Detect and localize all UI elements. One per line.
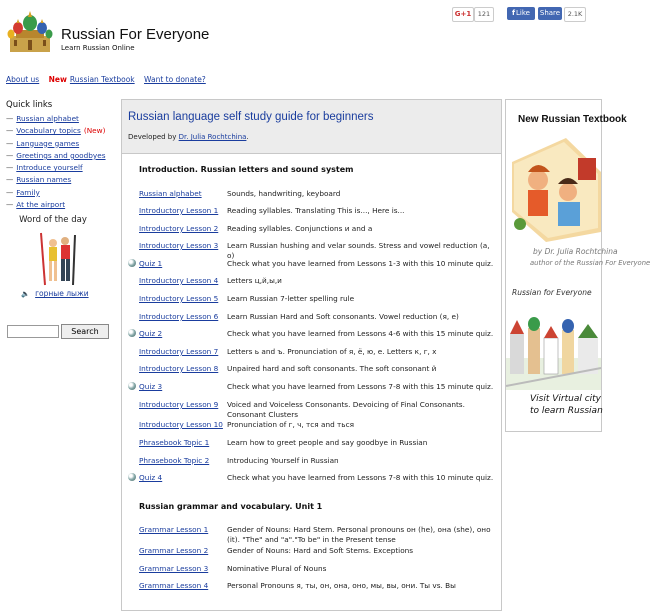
lesson-description: Voiced and Voiceless Consonants. Devoicing of Final Consonants. Consonant Clusters bbox=[227, 400, 465, 419]
lesson-link[interactable]: Introductory Lesson 2 bbox=[139, 224, 219, 233]
lesson-link[interactable]: Introductory Lesson 10 bbox=[139, 420, 223, 429]
textbook-link-label[interactable]: Russian Textbook bbox=[69, 75, 135, 84]
lesson-link[interactable]: Grammar Lesson 2 bbox=[139, 546, 209, 555]
sidebar-item-label[interactable]: Russian alphabet bbox=[16, 114, 79, 123]
virtual-city-visit[interactable]: Visit Virtual city bbox=[530, 394, 602, 404]
developed-by bbox=[128, 133, 249, 141]
site-subtitle: Learn Russian Online bbox=[61, 44, 135, 52]
facebook-icon: f bbox=[511, 9, 516, 17]
facebook-share-button[interactable]: Share bbox=[538, 7, 562, 20]
new-badge: (New) bbox=[83, 126, 106, 136]
section-title: Introduction. Russian letters and sound system bbox=[139, 165, 354, 174]
sidebar-item[interactable] bbox=[6, 125, 118, 137]
lesson-description: Learn Russian hushing and velar sounds. Stress and vowel reduction (а, о) bbox=[227, 241, 490, 260]
lesson-description: Check what you have learned from Lessons 7-8 with this 15 minute quiz. bbox=[227, 382, 494, 391]
sidebar-item-label[interactable]: At the airport bbox=[16, 200, 66, 210]
kremlin-logo-icon[interactable] bbox=[6, 8, 54, 54]
virtual-city-brand: Russian for Everyone bbox=[512, 288, 592, 297]
lesson-description: Learn Russian 7-letter spelling rule bbox=[227, 294, 355, 303]
site-title[interactable]: Russian For Everyone bbox=[61, 26, 210, 43]
lesson-description: Gender of Nouns: Hard and Soft Stems. Exceptions bbox=[227, 546, 414, 555]
lesson-description: Check what you have learned from Lessons 7-8 with this 10 minute quiz. bbox=[227, 473, 494, 482]
textbook-promo-by: by Dr. Julia Rochtchina bbox=[533, 247, 618, 256]
speaker-icon[interactable]: 🔈 bbox=[21, 290, 30, 299]
sidebar-item-label[interactable]: Introduce yourself bbox=[16, 163, 83, 173]
word-of-the-day-link[interactable]: горные лыжи bbox=[35, 289, 89, 299]
dash-bullet-icon: — bbox=[6, 150, 14, 160]
word-of-the-day-heading: Word of the day bbox=[19, 215, 87, 226]
author-suffix: . bbox=[246, 133, 249, 141]
textbook-promo-title[interactable]: New Russian Textbook bbox=[518, 114, 627, 125]
quick-links-sidebar bbox=[6, 100, 118, 298]
quick-links-heading: Quick links bbox=[6, 100, 53, 110]
main-header bbox=[122, 100, 501, 154]
dash-bullet-icon: — bbox=[6, 114, 14, 123]
lesson-link[interactable]: Grammar Lesson 1 bbox=[139, 525, 209, 534]
facebook-share-count: 2.1K bbox=[564, 7, 586, 22]
lesson-link[interactable]: Grammar Lesson 3 bbox=[139, 564, 209, 573]
sidebar-item-label[interactable]: Language games bbox=[16, 138, 80, 148]
donate-link[interactable]: Want to donate? bbox=[144, 75, 206, 84]
lesson-description: Reading syllables. Translating This is..., Here is... bbox=[227, 206, 405, 215]
virtual-city-illustration-icon[interactable] bbox=[506, 298, 601, 390]
lesson-link[interactable]: Quiz 1 bbox=[139, 259, 163, 268]
lesson-link[interactable]: Introductory Lesson 6 bbox=[139, 312, 219, 321]
developed-by-label: Developed by bbox=[128, 133, 177, 141]
lesson-description: Learn how to greet people and say goodbye in Russian bbox=[227, 438, 428, 447]
search-button[interactable]: Search bbox=[61, 324, 109, 339]
lesson-link[interactable]: Grammar Lesson 4 bbox=[139, 581, 209, 590]
quick-links-list bbox=[6, 113, 118, 211]
lesson-description: Reading syllables. Conjunctions и and а bbox=[227, 224, 373, 233]
lesson-link[interactable]: Introductory Lesson 9 bbox=[139, 400, 219, 409]
lesson-description: Sounds, handwriting, keyboard bbox=[227, 189, 341, 198]
gplus-count: 121 bbox=[474, 7, 494, 22]
quiz-icon[interactable] bbox=[128, 329, 136, 337]
skiers-illustration-icon[interactable] bbox=[33, 231, 83, 287]
textbook-link[interactable] bbox=[49, 75, 135, 84]
sidebar-item[interactable] bbox=[6, 174, 118, 186]
lesson-link[interactable]: Introductory Lesson 1 bbox=[139, 206, 219, 215]
lesson-link[interactable]: Russian alphabet bbox=[139, 189, 202, 198]
lesson-link[interactable]: Quiz 2 bbox=[139, 329, 163, 338]
lesson-description: Learn Russian Hard and Soft consonants. Vowel reduction (я, е) bbox=[227, 312, 459, 321]
sidebar-item[interactable] bbox=[6, 187, 118, 199]
sidebar-item-label[interactable]: Russian names bbox=[16, 175, 72, 185]
facebook-like-label: Like bbox=[516, 9, 530, 17]
right-promo-column bbox=[505, 99, 650, 432]
sidebar-item[interactable] bbox=[6, 162, 118, 174]
dash-bullet-icon: — bbox=[6, 163, 14, 173]
section-title: Russian grammar and vocabulary. Unit 1 bbox=[139, 502, 323, 511]
about-link[interactable]: About us bbox=[6, 75, 40, 84]
site-header bbox=[0, 0, 600, 70]
dash-bullet-icon: — bbox=[6, 175, 14, 185]
lesson-description: Introducing Yourself in Russian bbox=[227, 456, 339, 465]
sidebar-item-label[interactable]: Family bbox=[16, 187, 40, 197]
textbook-promo[interactable] bbox=[506, 100, 650, 272]
virtual-city-learn[interactable]: to learn Russian bbox=[530, 406, 603, 416]
quiz-icon[interactable] bbox=[128, 259, 136, 267]
lesson-link[interactable]: Introductory Lesson 7 bbox=[139, 347, 219, 356]
word-of-the-day[interactable] bbox=[21, 289, 118, 298]
virtual-city-promo[interactable] bbox=[506, 278, 601, 431]
lesson-description: Letters ц,й,ы,и bbox=[227, 276, 282, 285]
dash-bullet-icon: — bbox=[6, 138, 14, 148]
facebook-like-button[interactable] bbox=[507, 7, 535, 20]
lesson-link[interactable]: Introductory Lesson 4 bbox=[139, 276, 219, 285]
lesson-description: Pronunciation of г, ч, тся and ться bbox=[227, 420, 355, 429]
quiz-icon[interactable] bbox=[128, 382, 136, 390]
lesson-description: Check what you have learned from Lessons 1-3 with this 10 minute quiz. bbox=[227, 259, 494, 268]
sidebar-item[interactable] bbox=[6, 199, 118, 211]
search-input[interactable] bbox=[7, 325, 59, 338]
main-content-panel bbox=[121, 99, 502, 611]
quiz-icon[interactable] bbox=[128, 473, 136, 481]
dash-bullet-icon: — bbox=[6, 126, 14, 136]
lesson-link[interactable]: Introductory Lesson 5 bbox=[139, 294, 219, 303]
lesson-description: Personal Pronouns я, ты, он, она, оно, мы, вы, они. Ты vs. Вы bbox=[227, 581, 456, 590]
lesson-link[interactable]: Quiz 4 bbox=[139, 473, 163, 482]
textbook-cover-icon[interactable] bbox=[506, 132, 601, 242]
lesson-link[interactable]: Quiz 3 bbox=[139, 382, 163, 391]
sidebar-item-label[interactable]: Greetings and goodbyes bbox=[16, 150, 106, 160]
lesson-description: Nominative Plural of Nouns bbox=[227, 564, 327, 573]
sidebar-item-label[interactable]: Vocabulary topics bbox=[16, 126, 81, 136]
sidebar-item[interactable] bbox=[6, 138, 118, 150]
lesson-description: Unpaired hard and soft consonants. The soft consonant й bbox=[227, 364, 437, 373]
sidebar-item[interactable] bbox=[6, 113, 118, 125]
lesson-link[interactable]: Phrasebook Topic 2 bbox=[139, 456, 210, 465]
top-nav bbox=[6, 75, 213, 84]
textbook-promo-author: author of the Russian For Everyone bbox=[530, 259, 650, 267]
lesson-description: Check what you have learned from Lessons 4-6 with this 15 minute quiz. bbox=[227, 329, 494, 338]
gplus-button[interactable]: G+1 bbox=[452, 7, 474, 22]
dash-bullet-icon: — bbox=[6, 200, 14, 210]
dash-bullet-icon: — bbox=[6, 187, 14, 197]
lesson-description: Letters ь and ъ. Pronunciation of я, ё, ю, е. Letters к, г, х bbox=[227, 347, 437, 356]
lesson-link[interactable]: Introductory Lesson 3 bbox=[139, 241, 219, 250]
sidebar-item[interactable] bbox=[6, 150, 118, 162]
new-badge: New bbox=[48, 75, 67, 84]
lesson-link[interactable]: Phrasebook Topic 1 bbox=[139, 438, 210, 447]
author-link[interactable]: Dr. Julia Rochtchina bbox=[178, 133, 247, 141]
page-title: Russian language self study guide for beginners bbox=[128, 111, 374, 123]
lesson-description: Gender of Nouns: Hard Stem. Personal pronouns он (he), она (she), оно (it). "The" and "a"."To be" in the Present tense bbox=[227, 525, 491, 544]
lesson-link[interactable]: Introductory Lesson 8 bbox=[139, 364, 219, 373]
